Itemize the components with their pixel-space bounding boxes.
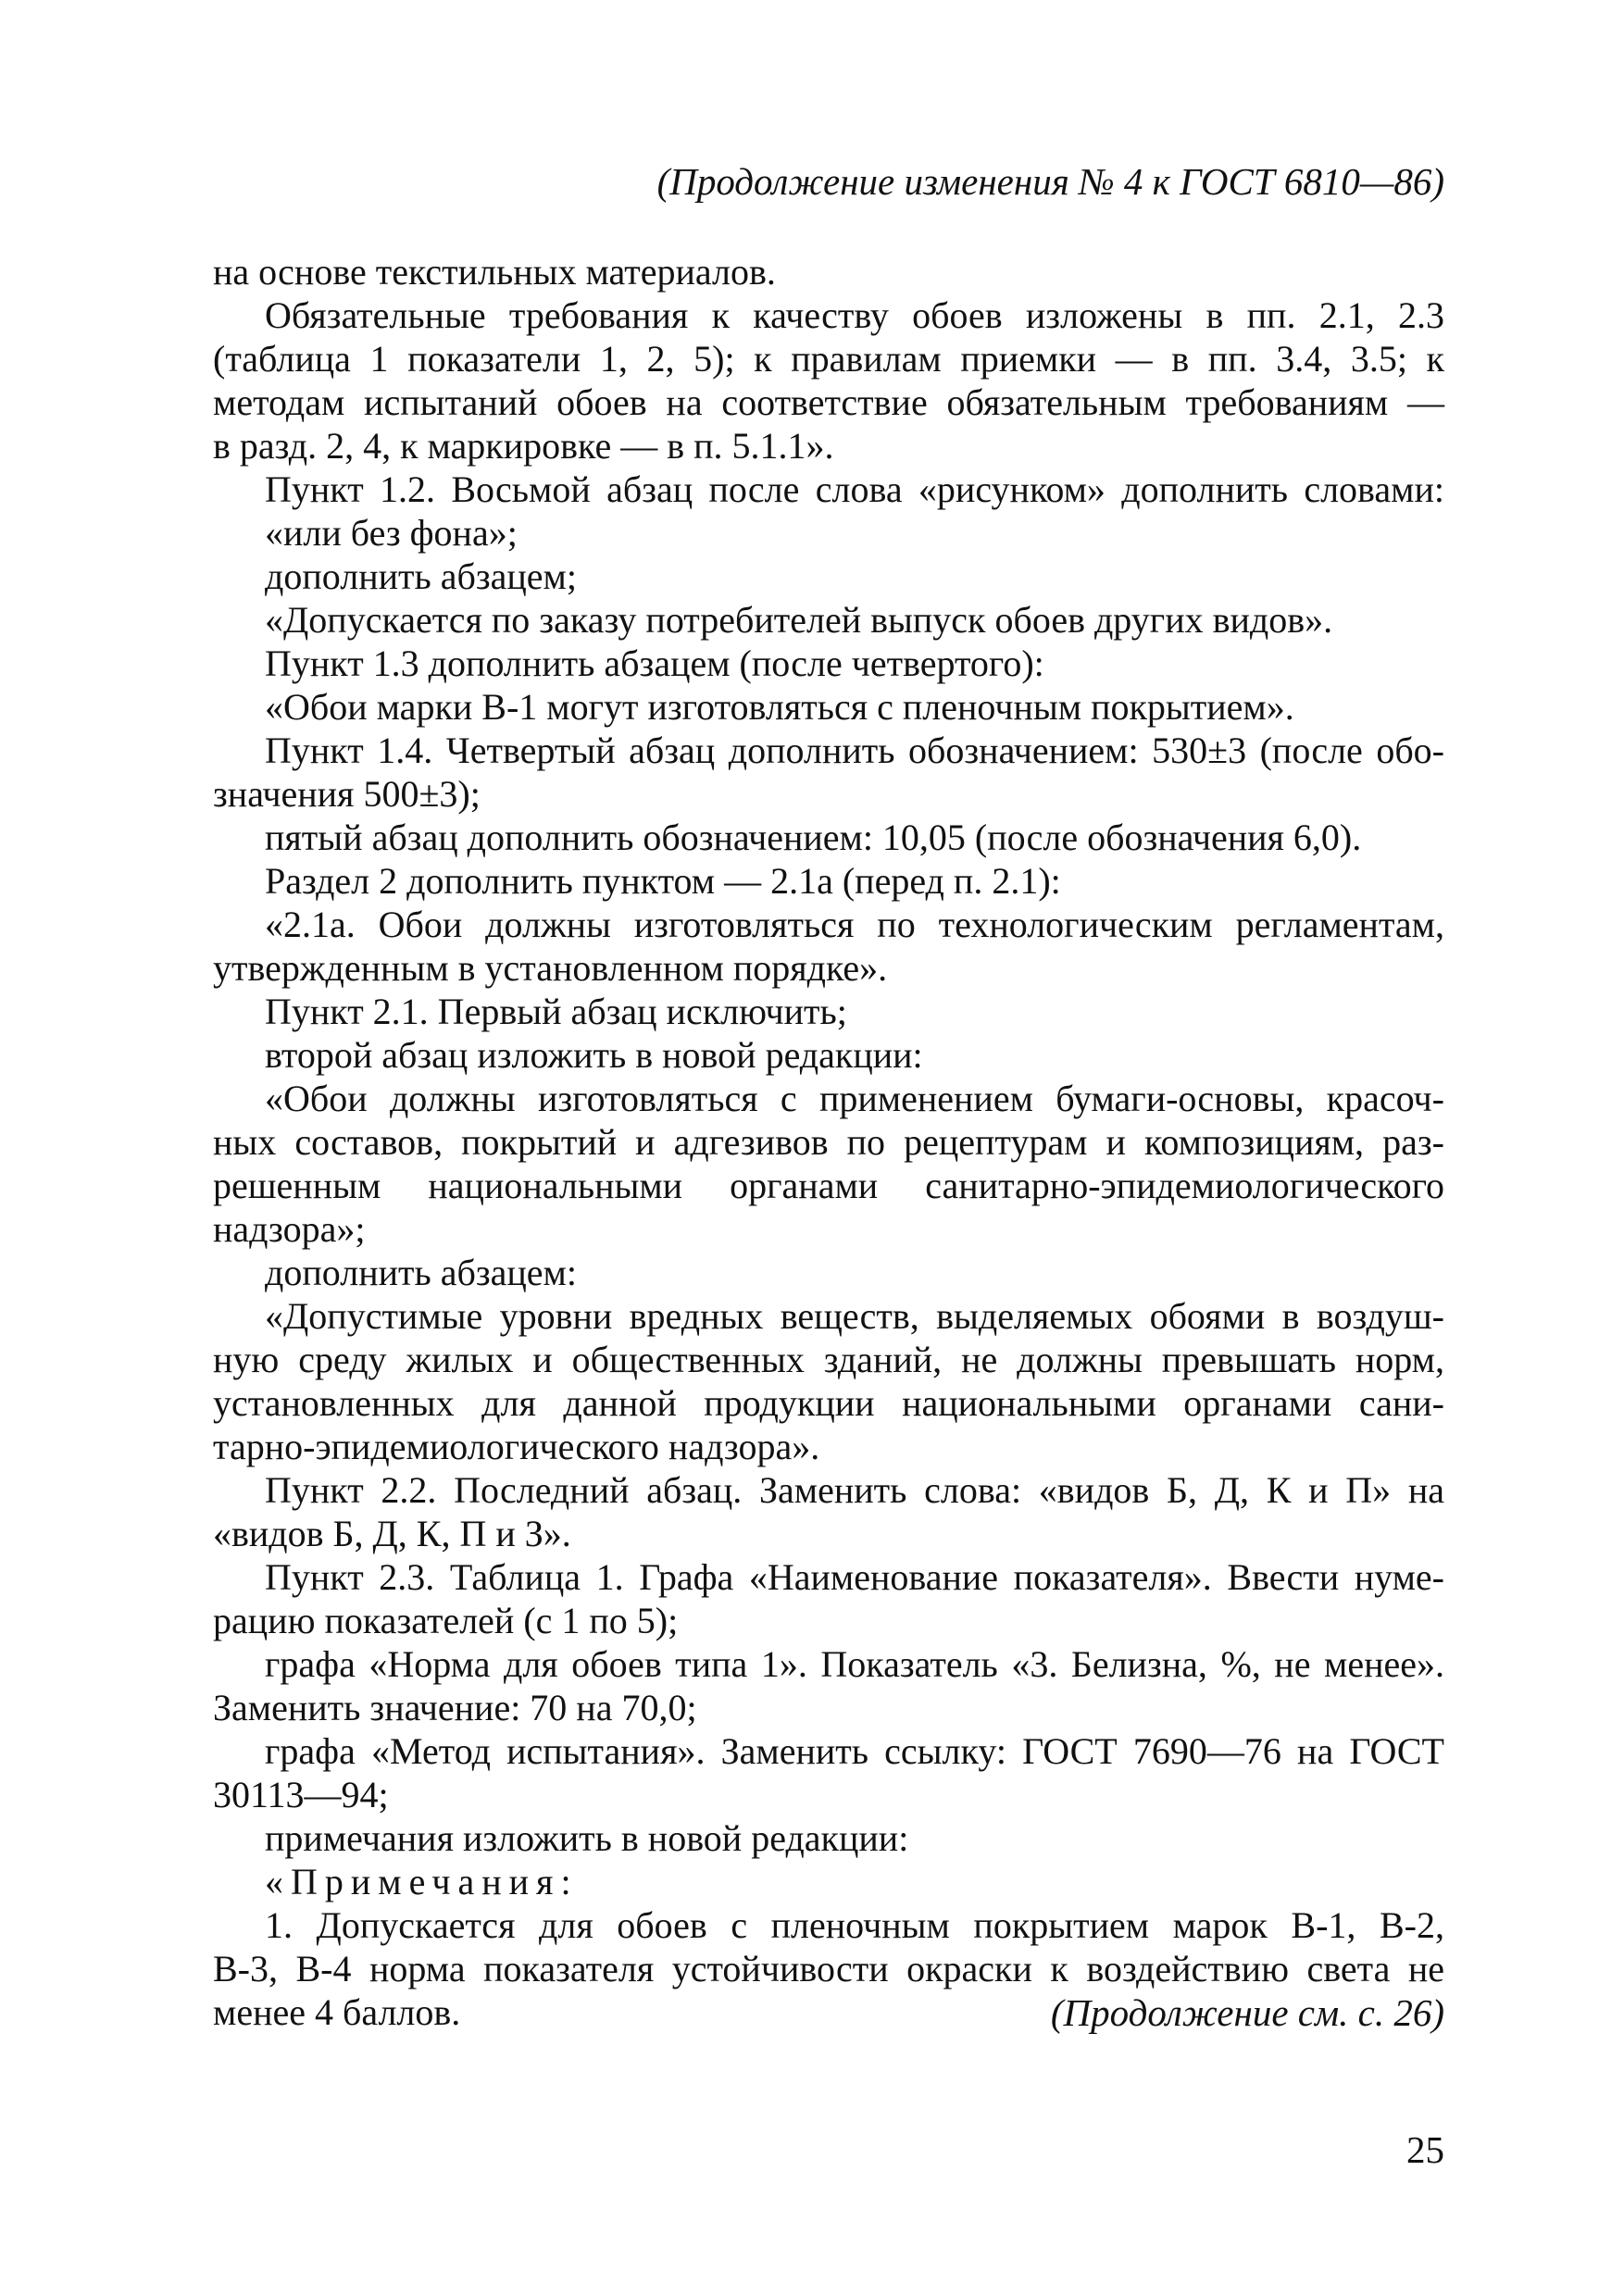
- text-line: Пункт 1.3 дополнить абзацем (после четвертого):: [265, 642, 1044, 684]
- text-line: утвержденным в установленном порядке».: [213, 947, 888, 989]
- text-line: Заменить значение: 70 на 70,0;: [213, 1687, 697, 1728]
- text-line: на основе текстильных материалов.: [213, 251, 776, 293]
- text-line: 30113—94;: [213, 1774, 389, 1815]
- text-line: второй абзац изложить в новой редакции:: [265, 1034, 923, 1076]
- text-line: методам испытаний обоев на соответствие обязательным требованиям —: [213, 381, 1444, 423]
- text-line: ных составов, покрытий и адгезивов по рецептурам и композициям, раз-: [213, 1121, 1444, 1163]
- text-line: тарно-эпидемиологического надзора».: [213, 1426, 820, 1467]
- text-line: пятый абзац дополнить обозначением: 10,05 (после обозначения 6,0).: [265, 817, 1362, 858]
- text-line: графа «Норма для обоев типа 1». Показатель «3. Белизна, %, не менее».: [265, 1643, 1444, 1685]
- text-line: ную среду жилых и общественных зданий, не должны превышать норм,: [213, 1339, 1444, 1380]
- text-line: в разд. 2, 4, к маркировке — в п. 5.1.1».: [213, 425, 834, 467]
- text-line: Пункт 2.3. Таблица 1. Графа «Наименование показателя». Ввести нуме-: [265, 1556, 1444, 1598]
- text-line-notes-heading: «Примечания:: [265, 1861, 579, 1902]
- text-line: Пункт 1.4. Четвертый абзац дополнить обозначением: 530±3 (после обо-: [265, 730, 1444, 771]
- text-line: «Допустимые уровни вредных веществ, выделяемых обоями в воздуш-: [265, 1295, 1444, 1337]
- text-line: Раздел 2 дополнить пунктом — 2.1а (перед п. 2.1):: [265, 860, 1061, 902]
- text-line: примечания изложить в новой редакции:: [265, 1817, 909, 1859]
- text-line: «Обои марки В-1 могут изготовляться с пленочным покрытием».: [265, 686, 1294, 728]
- text-line: рацию показателей (с 1 по 5);: [213, 1600, 679, 1641]
- page-number: 25: [1406, 2128, 1444, 2171]
- text-line: Пункт 2.2. Последний абзац. Заменить слова: «видов Б, Д, К и П» на: [265, 1469, 1444, 1511]
- text-line: дополнить абзацем;: [265, 555, 577, 597]
- text-line: дополнить абзацем:: [265, 1252, 577, 1293]
- text-line: 1. Допускается для обоев с пленочным покрытием марок В-1, В-2,: [265, 1904, 1444, 1946]
- page-header: (Продолжение изменения № 4 к ГОСТ 6810—86): [656, 160, 1444, 203]
- text-line: «Обои должны изготовляться с применением бумаги-основы, красоч-: [265, 1078, 1444, 1119]
- text-line: надзора»;: [213, 1208, 366, 1250]
- text-line: «видов Б, Д, К, П и З».: [213, 1513, 571, 1554]
- text-line: Обязательные требования к качеству обоев изложены в пп. 2.1, 2.3: [265, 294, 1444, 336]
- text-line: менее 4 баллов.: [213, 1991, 461, 2033]
- text-line: Пункт 1.2. Восьмой абзац после слова «рисунком» дополнить словами:: [265, 468, 1444, 510]
- text-line: (таблица 1 показатели 1, 2, 5); к правилам приемки — в пп. 3.4, 3.5; к: [213, 338, 1444, 380]
- body-text: [213, 250, 1444, 2034]
- continuation-note: (Продолжение см. с. 26): [1050, 1991, 1444, 2034]
- text-line: Пункт 2.1. Первый абзац исключить;: [265, 991, 847, 1032]
- text-line: установленных для данной продукции национальными органами сани-: [213, 1382, 1444, 1424]
- text-line: В-3, В-4 норма показателя устойчивости окраски к воздействию света не: [213, 1948, 1444, 1989]
- text-line: «или без фона»;: [265, 512, 518, 554]
- text-line: «Допускается по заказу потребителей выпуск обоев других видов».: [265, 599, 1333, 641]
- text-line: значения 500±3);: [213, 773, 481, 815]
- text-line: «2.1а. Обои должны изготовляться по технологическим регламентам,: [265, 904, 1444, 945]
- text-line: решенным национальными органами санитарно-эпидемиологического: [213, 1165, 1444, 1206]
- text-line: графа «Метод испытания». Заменить ссылку: ГОСТ 7690—76 на ГОСТ: [265, 1730, 1444, 1772]
